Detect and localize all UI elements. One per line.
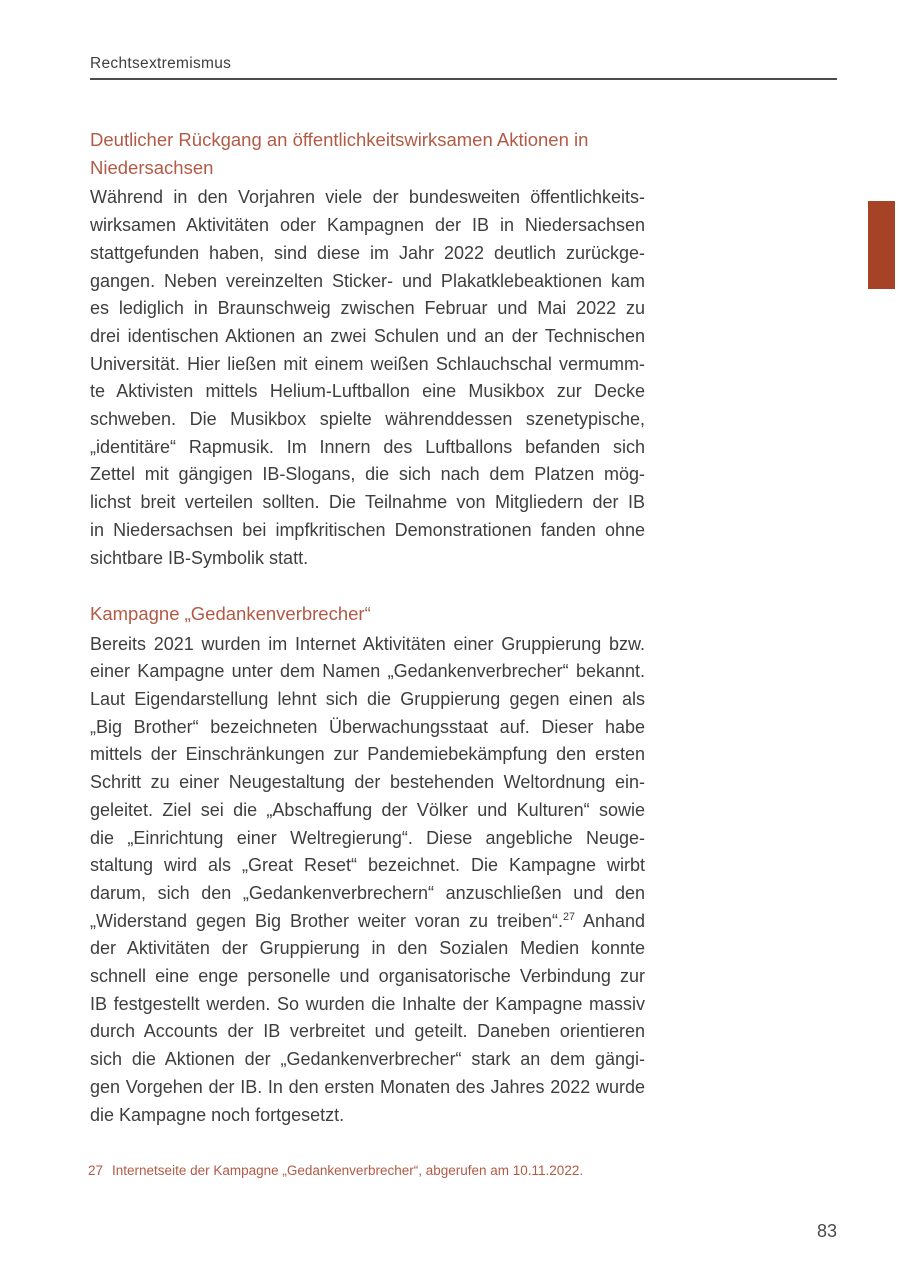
text-line: Schritt zu einer Neugestaltung der bestehenden Weltordnung ein- — [90, 772, 645, 793]
text-line: te Aktivisten mittels Helium-Luftballon eine Musikbox zur Decke — [90, 381, 645, 402]
running-header: Rechtsextremismus — [90, 55, 232, 72]
text-line: darum, sich den „Gedankenverbrechern“ anzuschließen und den — [90, 882, 645, 903]
text-line: „Widerstand gegen Big Brother weiter voran zu treiben“.$^{27}$ Anhand — [90, 910, 645, 931]
page-number: 83 — [816, 1221, 837, 1241]
section-heading — [90, 126, 645, 181]
text-line: es lediglich in Braunschweig zwischen Februar und Mai 2022 zu — [90, 298, 645, 319]
text-line: Kampagne „Gedankenverbrecher“ — [90, 602, 371, 624]
text-line: sich die Aktionen der „Gedankenverbrecher“ stark an dem gängi- — [90, 1049, 645, 1070]
text-line: Laut Eigendarstellung lehnt sich die Gruppierung gegen einen als — [90, 689, 645, 710]
header-rule — [90, 78, 837, 80]
text-line: gangen. Neben vereinzelten Sticker- und Plakatklebeaktionen kam — [90, 270, 645, 291]
text-line: die „Einrichtung einer Weltregierung“. Diese angebliche Neuge- — [90, 827, 645, 848]
footnote-text: Internetseite der Kampagne „Gedankenverbrecher“, abgerufen am 10.11.2022. — [112, 1163, 584, 1178]
text-line: staltung wird als „Great Reset“ bezeichnet. Die Kampagne wirbt — [90, 855, 645, 876]
text-line: IB festgestellt werden. So wurden die Inhalte der Kampagne massiv — [90, 993, 645, 1014]
text-line: schnell eine enge personelle und organisatorische Verbindung zur — [90, 966, 645, 987]
text-line: in Niedersachsen bei impfkritischen Demonstrationen fanden ohne — [90, 519, 645, 540]
text-line: schweben. Die Musikbox spielte währenddessen szenetypische, — [90, 409, 645, 430]
text-line: sichtbare IB-Symbolik statt. — [90, 547, 309, 568]
text-line: „Big Brother“ bezeichneten Überwachungsstaat auf. Dieser habe — [90, 716, 645, 737]
text-line: die Kampagne noch fortgesetzt. — [90, 1104, 345, 1125]
text-line: durch Accounts der IB verbreitet und geteilt. Daneben orientieren — [90, 1021, 645, 1042]
text-line: stattgefunden haben, sind diese im Jahr 2022 deutlich zurückge- — [90, 242, 645, 263]
text-line: „identitäre“ Rapmusik. Im Innern des Luftballons befanden sich — [90, 436, 645, 457]
footnote — [88, 1163, 583, 1178]
text-line: Bereits 2021 wurden im Internet Aktivitäten einer Gruppierung bzw. — [90, 633, 645, 654]
text-line: drei identischen Aktionen an zwei Schulen und an der Technischen — [90, 325, 645, 346]
text-line: Niedersachsen — [90, 156, 214, 178]
section-kampagne-gedankenverbrecher — [90, 600, 645, 1129]
footnote-number: 27 — [88, 1163, 104, 1178]
section-paragraph — [90, 184, 645, 572]
text-line: Zettel mit gängigen IB-Slogans, die sich nach dem Platzen mög- — [90, 464, 645, 485]
section-aktionen-niedersachsen — [90, 126, 645, 572]
text-line: Universität. Hier ließen mit einem weißen Schlauchschal vermumm- — [90, 353, 645, 374]
chapter-tab-marker — [868, 201, 895, 289]
page-content — [90, 126, 645, 1129]
text-line: einer Kampagne unter dem Namen „Gedankenverbrecher“ bekannt. — [90, 661, 645, 682]
text-line: lichst breit verteilen sollten. Die Teilnahme von Mitgliedern der IB — [90, 492, 645, 513]
text-line: Während in den Vorjahren viele der bundesweiten öffentlichkeits- — [90, 187, 645, 208]
text-line: wirksamen Aktivitäten oder Kampagnen der IB in Niedersachsen — [90, 215, 645, 236]
text-line: gen Vorgehen der IB. In den ersten Monaten des Jahres 2022 wurde — [90, 1076, 645, 1097]
text-line: mittels der Einschränkungen zur Pandemiebekämpfung den ersten — [90, 744, 645, 765]
text-line: der Aktivitäten der Gruppierung in den Sozialen Medien konnte — [90, 938, 645, 959]
text-line: Deutlicher Rückgang an öffentlichkeitswirksamen Aktionen in — [90, 129, 589, 150]
section-paragraph — [90, 631, 645, 1130]
text-line: geleitet. Ziel sei die „Abschaffung der Völker und Kulturen“ sowie — [90, 799, 645, 820]
section-heading — [90, 600, 645, 628]
